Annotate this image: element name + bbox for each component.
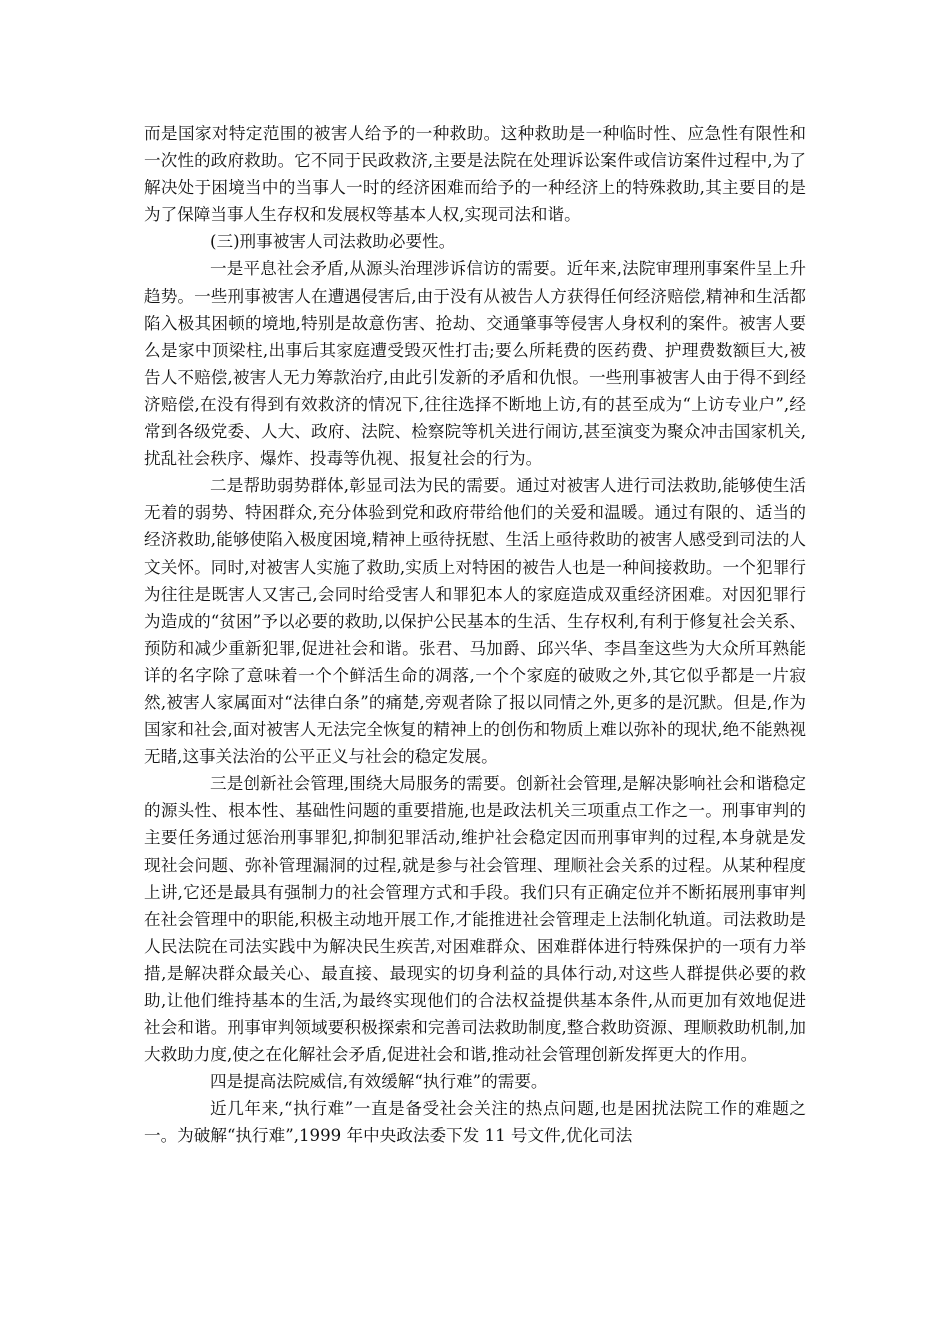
document-page <box>144 120 806 1150</box>
section-heading-necessity: (三)刑事被害人司法救助必要性。 <box>210 232 456 252</box>
paragraph-point-four-heading: 四是提高法院威信,有效缓解“执行难”的需要。 <box>210 1072 548 1092</box>
paragraph-execution-difficulty: 近几年来,“执行难”一直是备受社会关注的热点问题,也是困扰法院工作的难题之一。为破解“执行难”,1999 年中央政法委下发 11 号文件,优化司法 <box>144 1099 806 1146</box>
paragraph-point-two: 二是帮助弱势群体,彰显司法为民的需要。通过对被害人进行司法救助,能够使生活无着的弱势、特困群众,充分体验到党和政府带给他们的关爱和温暖。通过有限的、适当的经济救助,能够使陷入极度困境,精神上亟待抚慰、生活上亟待救助的被害人感受到司法的人文关怀。同时,对被害人实施了救助,实质上对特困的被告人也是一种间接救助。一个犯罪行为往往是既害人又害己,会同时给受害人和罪犯本人的家庭造成双重经济困难。对因犯罪行为造成的“贫困”予以必要的救助,以保护公民基本的生活、生存权利,有利于修复社会关系、预防和减少重新犯罪,促进社会和谐。张君、马加爵、邱兴华、李昌奎这些为大众所耳熟能详的名字除了意味着一个个鲜活生命的凋落,一个个家庭的破败之外,其它似乎都是一片寂然,被害人家属面对“法律白条”的痛楚,旁观者除了报以同情之外,更多的是沉默。但是,作为国家和社会,面对被害人无法完全恢复的精神上的创伤和物质上难以弥补的现状,绝不能熟视无睹,这事关法治的公平正义与社会的稳定发展。 <box>144 476 806 767</box>
paragraph-point-one: 一是平息社会矛盾,从源头治理涉诉信访的需要。近年来,法院审理刑事案件呈上升趋势。一些刑事被害人在遭遇侵害后,由于没有从被告人方获得任何经济赔偿,精神和生活都陷入极其困顿的境地,特别是故意伤害、抢劫、交通肇事等侵害人身权利的案件。被害人要么是家中顶梁柱,出事后其家庭遭受毁灭性打击;要么所耗费的医药费、护理费数额巨大,被告人不赔偿,被害人无力筹款治疗,由此引发新的矛盾和仇恨。一些刑事被害人由于得不到经济赔偿,在没有得到有效救济的情况下,往往选择不断地上访,有的甚至成为“上访专业户”,经常到各级党委、人大、政府、法院、检察院等机关进行闹访,甚至演变为聚众冲击国家机关,扰乱社会秩序、爆炸、投毒等仇视、报复社会的行为。 <box>144 259 806 469</box>
paragraph-relief-definition: 而是国家对特定范围的被害人给予的一种救助。这种救助是一种临时性、应急性有限性和一次性的政府救助。它不同于民政救济,主要是法院在处理诉讼案件或信访案件过程中,为了解决处于困境当中的当事人一时的经济困难而给予的一种经济上的特殊救助,其主要目的是为了保障当事人生存权和发展权等基本人权,实现司法和谐。 <box>144 124 806 225</box>
paragraph-point-three: 三是创新社会管理,围绕大局服务的需要。创新社会管理,是解决影响社会和谐稳定的源头性、根本性、基础性问题的重要措施,也是政法机关三项重点工作之一。刑事审判的主要任务通过惩治刑事罪犯,抑制犯罪活动,维护社会稳定因而刑事审判的过程,本身就是发现社会问题、弥补管理漏洞的过程,就是参与社会管理、理顺社会关系的过程。从某种程度上讲,它还是最具有强制力的社会管理方式和手段。我们只有正确定位并不断拓展刑事审判在社会管理中的职能,积极主动地开展工作,才能推进社会管理走上法制化轨道。司法救助是人民法院在司法实践中为解决民生疾苦,对困难群众、困难群体进行特殊保护的一项有力举措,是解决群众最关心、最直接、最现实的切身利益的具体行动,对这些人群提供必要的救助,让他们维持基本的生活,为最终实现他们的合法权益提供基本条件,从而更加有效地促进社会和谐。刑事审判领域要积极探索和完善司法救助制度,整合救助资源、理顺救助机制,加大救助力度,使之在化解社会矛盾,促进社会和谐,推动社会管理创新发挥更大的作用。 <box>144 774 806 1065</box>
